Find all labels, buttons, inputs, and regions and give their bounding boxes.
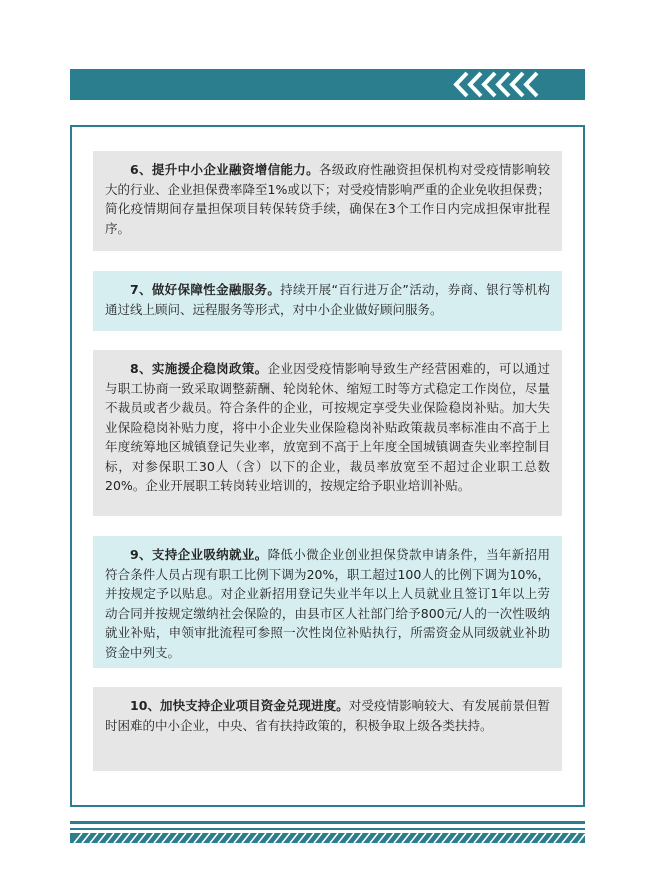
policy-heading: 6、提升中小企业融资增信能力。 bbox=[130, 162, 319, 177]
content-frame bbox=[70, 125, 585, 807]
policy-card-7 bbox=[93, 271, 562, 331]
policy-paragraph bbox=[105, 696, 550, 735]
policy-card-10 bbox=[93, 687, 562, 771]
policy-body: 对受疫情影响较大、有发展前景但暂时困难的中小企业，中央、省有扶持政策的，积极争取上级各类扶持。 bbox=[105, 698, 550, 733]
policy-card-8 bbox=[93, 350, 562, 516]
policy-heading: 9、支持企业吸纳就业。 bbox=[130, 547, 268, 562]
policy-card-9 bbox=[93, 536, 562, 668]
policy-body: 降低小微企业创业担保贷款申请条件，当年新招用符合条件人员占现有职工比例下调为20%，职工超过100人的比例下调为10%，并按规定予以贴息。对企业新招用登记失业半年以上人员就业且签订1年以上劳动合同并按规定缴纳社会保险的，由县市区人社部门给予800元/人的一次性吸纳就业补贴，申领审批流程可参照一次性岗位补贴执行，所需资金从同级就业补助资金中列支。 bbox=[105, 547, 550, 660]
policy-paragraph bbox=[105, 160, 550, 238]
policy-body: 企业因受疫情影响导致生产经营困难的，可以通过与职工协商一致采取调整薪酬、轮岗轮休、缩短工时等方式稳定工作岗位，尽量不裁员或者少裁员。符合条件的企业，可按规定享受失业保险稳岗补贴。加大失业保险稳岗补贴力度，将中小企业失业保险稳岗补贴政策裁员率标准由不高于上年度统筹地区城镇登记失业率，放宽到不高于上年度全国城镇调查失业率控制目标，对参保职工30人（含）以下的企业，裁员率放宽至不超过企业职工总数20%。企业开展职工转岗转业培训的，按规定给予职业培训补贴。 bbox=[105, 361, 550, 493]
policy-paragraph bbox=[105, 545, 550, 662]
policy-heading: 10、加快支持企业项目资金兑现进度。 bbox=[130, 698, 349, 713]
policy-body: 持续开展“百行进万企”活动，券商、银行等机构通过线上顾问、远程服务等形式，对中小企业做好顾问服务。 bbox=[105, 282, 551, 317]
policy-heading: 7、做好保障性金融服务。 bbox=[130, 282, 281, 297]
chevron-arrows-icon bbox=[70, 69, 585, 100]
policy-heading: 8、实施援企稳岗政策。 bbox=[130, 361, 268, 376]
header-banner bbox=[70, 69, 585, 100]
footer-lines-icon bbox=[70, 821, 585, 847]
footer-decoration bbox=[70, 821, 585, 847]
policy-body: 各级政府性融资担保机构对受疫情影响较大的行业、企业担保费率降至1%或以下；对受疫情影响严重的企业免收担保费；简化疫情期间存量担保项目转保转贷手续，确保在3个工作日内完成担保审批程序。 bbox=[105, 162, 550, 236]
policy-card-6 bbox=[93, 151, 562, 251]
policy-paragraph bbox=[105, 359, 550, 496]
policy-paragraph bbox=[105, 280, 550, 319]
